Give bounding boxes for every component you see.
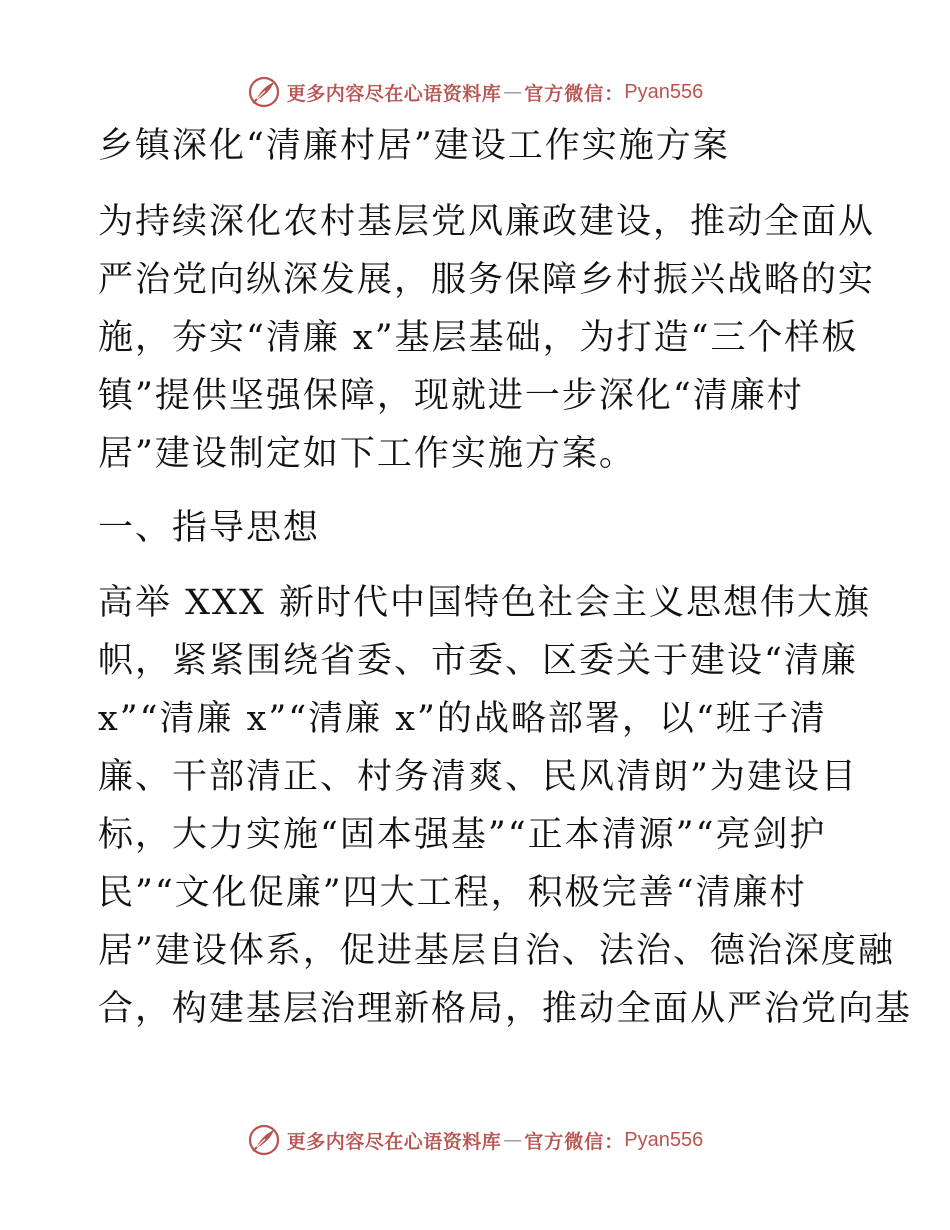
- paragraph-line: 居”建设体系，促进基层自治、法治、德治深度融: [98, 931, 895, 971]
- footer-watermark: [0, 1120, 950, 1160]
- paragraph-line: 施，夯实“清廉 x”基层基础，为打造“三个样板: [98, 318, 859, 358]
- paragraph-line: 镇”提供坚强保障，现就进一步深化“清廉村: [98, 376, 804, 416]
- paragraph-line: 高举 XXX 新时代中国特色社会主义思想伟大旗: [98, 583, 872, 623]
- paragraph-line: 民”“文化促廉”四大工程，积极完善“清廉村: [98, 873, 807, 913]
- paragraph-line: 为持续深化农村基层党风廉政建设，推动全面从: [98, 202, 876, 242]
- watermark-contact-id: Pyan556: [624, 1128, 704, 1151]
- watermark-text: 更多内容尽在心语资料库: [286, 1130, 502, 1153]
- watermark-contact-label: 官方微信：: [524, 1130, 625, 1153]
- header-watermark: [0, 72, 950, 112]
- watermark-dash: —: [503, 81, 523, 103]
- paragraph-line: x”“清廉 x”“清廉 x”的战略部署，以“班子清: [98, 699, 827, 739]
- watermark-dash: —: [503, 1129, 523, 1151]
- feather-pen-logo-icon: [247, 75, 281, 109]
- paragraph-line: 标，大力实施“固本强基”“正本清源”“亮剑护: [98, 815, 827, 855]
- section-heading: 一、指导思想: [98, 508, 321, 548]
- watermark-text: 更多内容尽在心语资料库: [286, 82, 502, 105]
- paragraph-line: 严治党向纵深发展，服务保障乡村振兴战略的实: [98, 260, 876, 300]
- document-title: 乡镇深化“清廉村居”建设工作实施方案: [98, 126, 730, 166]
- watermark-contact-label: 官方微信：: [524, 82, 625, 105]
- feather-pen-logo-icon: [247, 1123, 281, 1157]
- watermark-contact-id: Pyan556: [624, 80, 704, 103]
- paragraph-line: 居”建设制定如下工作实施方案。: [98, 434, 636, 474]
- paragraph-line: 廉、干部清正、村务清爽、民风清朗”为建设目: [98, 757, 858, 797]
- paragraph-line: 帜，紧紧围绕省委、市委、区委关于建设“清廉: [98, 641, 858, 681]
- paragraph-line: 合，构建基层治理新格局，推动全面从严治党向基: [98, 989, 913, 1029]
